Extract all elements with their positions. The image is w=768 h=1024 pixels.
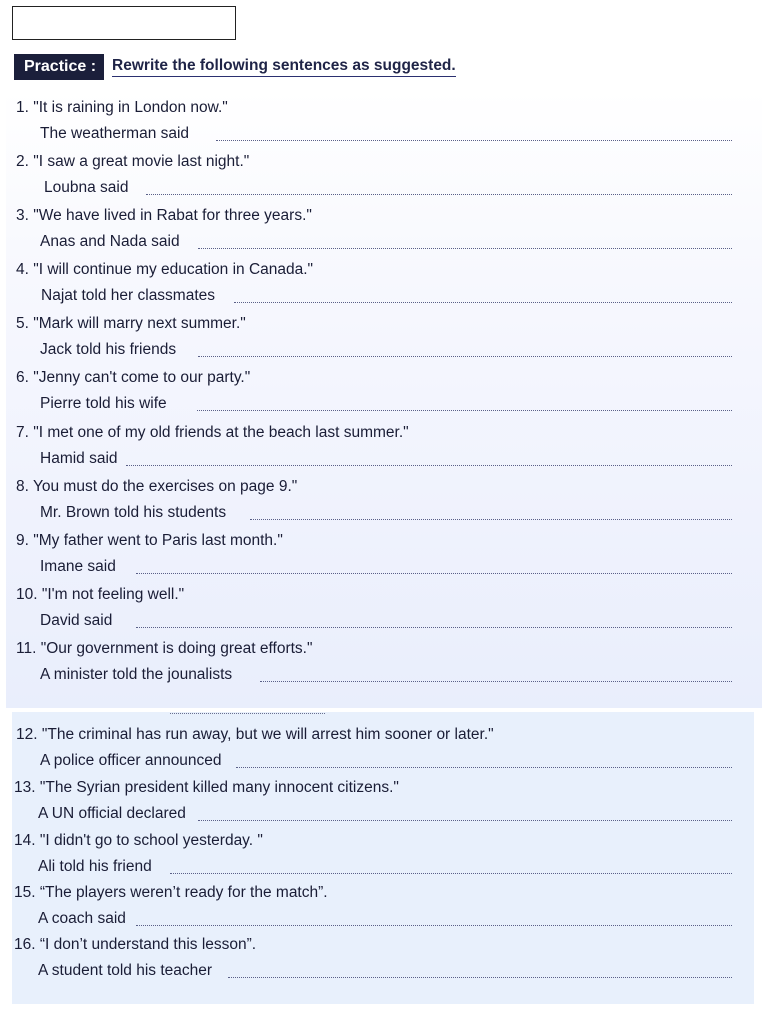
exercise-item-10 (0, 585, 768, 639)
answer-line[interactable] (126, 465, 732, 466)
exercise-item-11 (0, 639, 768, 693)
question-text: 8. You must do the exercises on page 9." (16, 478, 298, 495)
exercise-item-3 (0, 206, 768, 260)
exercise-item-12 (0, 725, 768, 779)
question-text: 2. "I saw a great movie last night." (16, 153, 250, 170)
answer-prompt: A minister told the jounalists (40, 666, 233, 683)
exercise-item-1 (0, 98, 768, 152)
answer-prompt: Hamid said (40, 450, 118, 467)
answer-line[interactable] (198, 356, 732, 357)
question-text: 9. "My father went to Paris last month." (16, 532, 283, 549)
exercise-item-15 (0, 883, 768, 937)
question-text: 10. "I'm not feeling well." (16, 586, 185, 603)
question-text: 1. "It is raining in London now." (16, 99, 228, 116)
exercise-item-8 (0, 477, 768, 531)
answer-line[interactable] (260, 681, 732, 682)
answer-prompt: Anas and Nada said (40, 233, 180, 250)
answer-prompt: Ali told his friend (38, 858, 152, 875)
question-text: 3. "We have lived in Rabat for three years." (16, 207, 312, 224)
exercise-item-6 (0, 368, 768, 422)
answer-line[interactable] (197, 410, 732, 411)
name-box[interactable] (12, 6, 236, 40)
answer-prompt: A coach said (38, 910, 126, 927)
answer-prompt: A student told his teacher (38, 962, 213, 979)
answer-prompt: A UN official declared (38, 805, 186, 822)
answer-line[interactable] (250, 519, 732, 520)
answer-prompt: Jack told his friends (40, 341, 177, 358)
answer-line[interactable] (146, 194, 732, 195)
separator-dots (170, 713, 325, 714)
exercise-item-9 (0, 531, 768, 585)
answer-prompt: David said (40, 612, 113, 629)
answer-prompt: Mr. Brown told his students (40, 504, 227, 521)
instruction-text: Rewrite the following sentences as suggested. (112, 57, 456, 77)
answer-line[interactable] (236, 767, 732, 768)
question-text: 5. "Mark will marry next summer." (16, 315, 246, 332)
answer-prompt: A police officer announced (40, 752, 222, 769)
practice-badge: Practice : (14, 54, 104, 80)
answer-line[interactable] (136, 925, 732, 926)
answer-line[interactable] (170, 873, 732, 874)
answer-line[interactable] (136, 627, 732, 628)
exercise-item-14 (0, 831, 768, 885)
answer-line[interactable] (136, 573, 732, 574)
answer-prompt: Loubna said (44, 179, 129, 196)
question-text: 6. "Jenny can't come to our party." (16, 369, 251, 386)
answer-line[interactable] (198, 248, 732, 249)
question-text: 4. "I will continue my education in Canada." (16, 261, 314, 278)
question-text: 11. "Our government is doing great efforts." (16, 640, 313, 657)
answer-line[interactable] (198, 820, 732, 821)
answer-prompt: Pierre told his wife (40, 395, 167, 412)
question-text: 15. “The players weren’t ready for the match”. (14, 884, 328, 901)
answer-line[interactable] (216, 140, 732, 141)
question-text: 13. "The Syrian president killed many innocent citizens." (14, 779, 399, 796)
question-text: 16. “I don’t understand this lesson”. (14, 936, 257, 953)
exercise-header (14, 54, 456, 80)
question-text: 14. "I didn't go to school yesterday. " (14, 832, 263, 849)
exercise-item-4 (0, 260, 768, 314)
question-text: 12. "The criminal has run away, but we will arrest him sooner or later." (16, 726, 494, 743)
answer-prompt: Najat told her classmates (41, 287, 216, 304)
answer-line[interactable] (234, 302, 732, 303)
exercise-item-7 (0, 423, 768, 477)
exercise-item-2 (0, 152, 768, 206)
exercise-item-5 (0, 314, 768, 368)
exercise-item-16 (0, 935, 768, 989)
question-text: 7. "I met one of my old friends at the beach last summer." (16, 424, 409, 441)
answer-line[interactable] (228, 977, 732, 978)
answer-prompt: The weatherman said (40, 125, 190, 142)
answer-prompt: Imane said (40, 558, 116, 575)
exercise-item-13 (0, 778, 768, 832)
